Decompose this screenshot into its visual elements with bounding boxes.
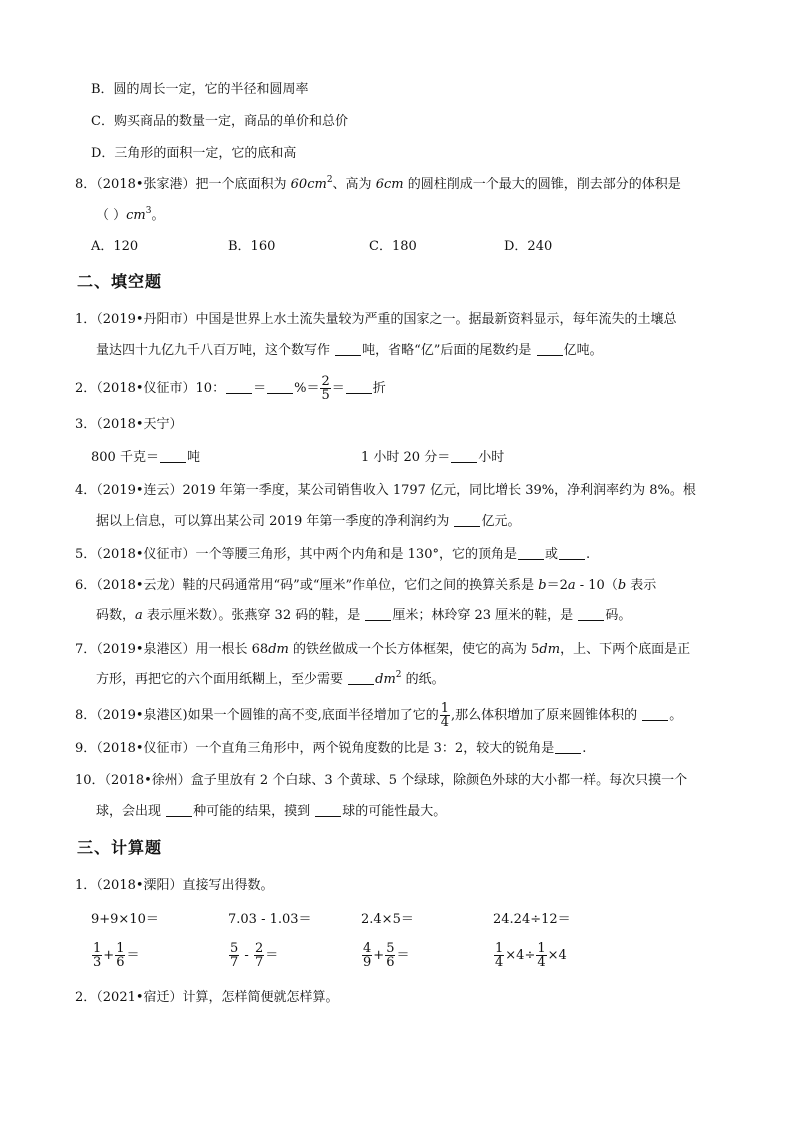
fraction [254, 942, 264, 969]
answer-blank[interactable] [348, 670, 374, 685]
fraction-numerator: 1 [495, 941, 504, 956]
q8-prefix: 8．（2018•张家港）把一个底面积为 [75, 177, 291, 192]
f6-line2 [96, 606, 631, 626]
q8-square: 2 [326, 175, 333, 185]
fraction-denominator: 6 [386, 955, 395, 970]
q8-height: 6 [375, 177, 384, 192]
answer-blank[interactable] [559, 545, 585, 560]
fraction-denominator: 7 [230, 955, 239, 970]
times-four: ×4 [547, 948, 567, 963]
q8-cube: 3 [145, 206, 152, 216]
f6-text-a: 6．（2018•云龙）鞋的尺码通常用“码”或“厘米”作单位，它们之间的换算关系是 [75, 578, 539, 593]
f4-text-a: 据以上信息，可以算出某公司 2019 年第一季度的净利润约为 [96, 514, 454, 529]
q7-option-c: C．购买商品的数量一定，商品的单价和总价 [91, 114, 348, 129]
f10-line2 [96, 802, 446, 822]
plus-sign: + [373, 948, 385, 963]
f10-text-a: 球，会出现 [96, 804, 166, 819]
f9-line [75, 739, 586, 759]
answer-blank[interactable] [160, 448, 186, 463]
fraction-denominator: 4 [537, 955, 546, 970]
fraction [362, 942, 372, 969]
f7-text-a: 7．（2019•泉港区）用一根长 68 [75, 642, 269, 657]
fraction-numerator: 2 [321, 374, 330, 389]
f9-text-b: . [582, 741, 587, 756]
answer-blank[interactable] [578, 606, 604, 621]
f6-text-d: 表示厘米数）。张燕穿 32 码的鞋，是 [142, 608, 365, 623]
equals-sign: ＝ [396, 948, 410, 963]
c1-expr-8 [493, 942, 567, 970]
fraction-denominator: 9 [363, 955, 372, 970]
f4-line2 [96, 512, 521, 532]
f6-var-a: a [567, 578, 576, 593]
fraction-denominator: 3 [93, 955, 102, 970]
section-calculation-title: 三、计算题 [77, 838, 163, 857]
answer-blank[interactable] [346, 379, 372, 394]
fraction-numerator: 1 [537, 941, 546, 956]
q7-option-b: B．圆的周长一定，它的半径和圆周率 [91, 82, 309, 97]
f3-b-unit: 小时 [478, 450, 505, 465]
answer-blank[interactable] [537, 341, 563, 356]
f6-text-c: 码数， [96, 608, 136, 623]
f3-a-text: 800 千克＝ [91, 450, 159, 465]
c2-title: 2．（2021•宿迁）计算，怎样简便就怎样算。 [75, 990, 339, 1005]
c1-expr-2: 7.03 - 1.03＝ [228, 912, 312, 927]
f7-text-c: ，上、下两个底面是正 [560, 642, 691, 657]
f6-var-a2: a [135, 608, 143, 623]
f7-text-d: 方形，再把它的六个面用纸糊上，至少需要 [96, 672, 348, 687]
f4-text-b: 亿元。 [481, 514, 521, 529]
f6-text-b: 表示 [626, 578, 657, 593]
q8-option-d: D．240 [504, 239, 553, 254]
q8-option-a: A．120 [91, 239, 139, 254]
times-divide: ×4÷ [505, 948, 536, 963]
f7-unit-dm2: dm [539, 642, 561, 657]
f2-text-a: 2．（2018•仪征市）10： [75, 381, 226, 396]
fraction-numerator: 2 [254, 941, 264, 956]
f7-unit-dm3: dm [375, 672, 396, 687]
f8-text-a: 8．（2019•泉港区)如果一个圆锥的高不变,底面半径增加了它的 [75, 708, 439, 723]
f3-part-a [91, 448, 200, 468]
c1-expr-1: 9+9×10＝ [91, 912, 159, 927]
fraction-numerator: 5 [230, 941, 239, 956]
answer-blank[interactable] [365, 606, 391, 621]
f3-part-b [361, 448, 504, 468]
answer-blank[interactable] [451, 448, 477, 463]
fraction [115, 942, 125, 969]
q8-rest: 的圆柱削成一个最大的圆锥，削去部分的体积是 [403, 177, 681, 192]
f3-a-unit: 吨 [186, 450, 200, 465]
f6-eq: ＝2 [546, 578, 568, 593]
answer-blank[interactable] [166, 802, 192, 817]
q8-area: 60 [290, 177, 308, 192]
answer-blank[interactable] [518, 545, 544, 560]
f10-text-c: 球的可能性最大。 [342, 804, 447, 819]
answer-blank[interactable] [335, 341, 361, 356]
q8-line1 [75, 175, 681, 195]
fraction-denominator: 4 [440, 715, 450, 730]
f5-text-b: 或 [544, 547, 558, 562]
f2-percent: %＝ [294, 381, 320, 396]
f8-text-b: ,那么体积增加了原来圆锥体积的 [451, 708, 642, 723]
f5-text-a: 5．（2018•仪征市）一个等腰三角形，其中两个内角和是 130°，它的顶角是 [75, 547, 517, 562]
f2-zhe: 折 [372, 381, 386, 396]
fraction-denominator: 5 [321, 388, 330, 403]
q8-unit: cm [307, 177, 327, 192]
f1-line1: 1．（2019•丹阳市）中国是世界上水土流失量较为严重的国家之一。据最新资料显示，每年流失的土壤总 [75, 312, 677, 327]
f6-line1 [75, 576, 656, 596]
plus-sign: + [103, 948, 115, 963]
f2-eq2: ＝ [331, 381, 345, 396]
answer-blank[interactable] [642, 706, 668, 721]
q8-line2 [96, 206, 165, 226]
q8-option-b: B．160 [228, 239, 276, 254]
answer-blank[interactable] [226, 379, 252, 394]
f3-b-text: 1 小时 20 分＝ [361, 450, 451, 465]
fraction [385, 942, 395, 969]
f1-text-a: 量达四十九亿九千八百万吨，这个数写作 [96, 343, 335, 358]
f7-line2 [96, 670, 445, 690]
f1-text-b: 吨，省略“亿”后面的尾数约是 [362, 343, 536, 358]
f6-var-b: b [538, 578, 547, 593]
fraction [229, 942, 239, 969]
fraction-denominator: 7 [254, 955, 264, 970]
answer-blank[interactable] [315, 802, 341, 817]
f2-fraction [320, 375, 330, 402]
f1-line2 [96, 341, 603, 361]
q8-end: 。 [151, 208, 165, 223]
f7-text-b: 的铁丝做成一个长方体框架，使它的高为 5 [288, 642, 540, 657]
q8-paren: （ ） [96, 208, 127, 223]
f10-text-b: 种可能的结果，摸到 [193, 804, 315, 819]
f7-square: 2 [395, 670, 402, 680]
f7-unit-dm: dm [268, 642, 289, 657]
f6-text-f: 码。 [605, 608, 632, 623]
f2-line [75, 375, 386, 402]
f8-line [75, 702, 682, 729]
section-fill-blank-title: 二、填空题 [77, 272, 163, 291]
c1-expr-6 [228, 942, 278, 970]
fraction-denominator: 4 [495, 955, 504, 970]
c1-expr-4: 24.24÷12＝ [493, 912, 571, 927]
fraction [92, 942, 102, 969]
q7-option-d: D．三角形的面积一定，它的底和高 [91, 146, 297, 161]
f8-text-c: 。 [669, 708, 683, 723]
fraction-numerator: 1 [116, 941, 125, 956]
fraction-numerator: 1 [93, 941, 102, 956]
equals-sign: ＝ [126, 948, 140, 963]
f7-line1 [75, 640, 690, 660]
answer-blank[interactable] [267, 379, 293, 394]
q8-unit3: cm [126, 208, 146, 223]
f4-line1: 4．（2019•连云）2019 年第一季度，某公司销售收入 1797 亿元，同比增长 39%，净利润率约为 8%。根 [75, 483, 696, 498]
f10-line1: 10．（2018•徐州）盒子里放有 2 个白球、3 个黄球、5 个绿球，除颜色外球的大小都一样。每次只摸一个 [75, 773, 688, 788]
minus-sign: - [240, 948, 253, 963]
f8-fraction [440, 702, 450, 729]
c1-expr-5 [91, 942, 139, 970]
f7-text-e: 的纸。 [401, 672, 445, 687]
answer-blank[interactable] [454, 512, 480, 527]
c1-title: 1．（2018•溧阳）直接写出得数。 [75, 878, 274, 893]
q8-unit2: cm [383, 177, 404, 192]
fraction-denominator: 6 [116, 955, 125, 970]
fraction [494, 942, 504, 969]
f3-title: 3．（2018•天宁） [75, 417, 183, 432]
q8-mid: 、高为 [332, 177, 376, 192]
q8-option-c: C．180 [369, 239, 417, 254]
f5-text-c: . [585, 547, 591, 562]
f2-eq1: ＝ [253, 381, 267, 396]
fraction [536, 942, 546, 969]
equals-sign: ＝ [265, 948, 279, 963]
answer-blank[interactable] [555, 739, 581, 754]
c1-expr-7 [361, 942, 409, 970]
f5-line [75, 545, 590, 565]
c1-expr-3: 2.4×5＝ [361, 912, 414, 927]
fraction-numerator: 4 [363, 941, 372, 956]
fraction-numerator: 5 [386, 941, 395, 956]
f6-text-e: 厘米；林玲穿 23 厘米的鞋，是 [392, 608, 578, 623]
f1-text-c: 亿吨。 [563, 343, 603, 358]
fraction-numerator: 1 [440, 701, 450, 716]
f6-var-b2: b [617, 578, 627, 593]
f6-rest: - 10（ [575, 578, 618, 593]
f9-text-a: 9．（2018•仪征市）一个直角三角形中，两个锐角度数的比是 3：2，较大的锐角是 [75, 741, 555, 756]
